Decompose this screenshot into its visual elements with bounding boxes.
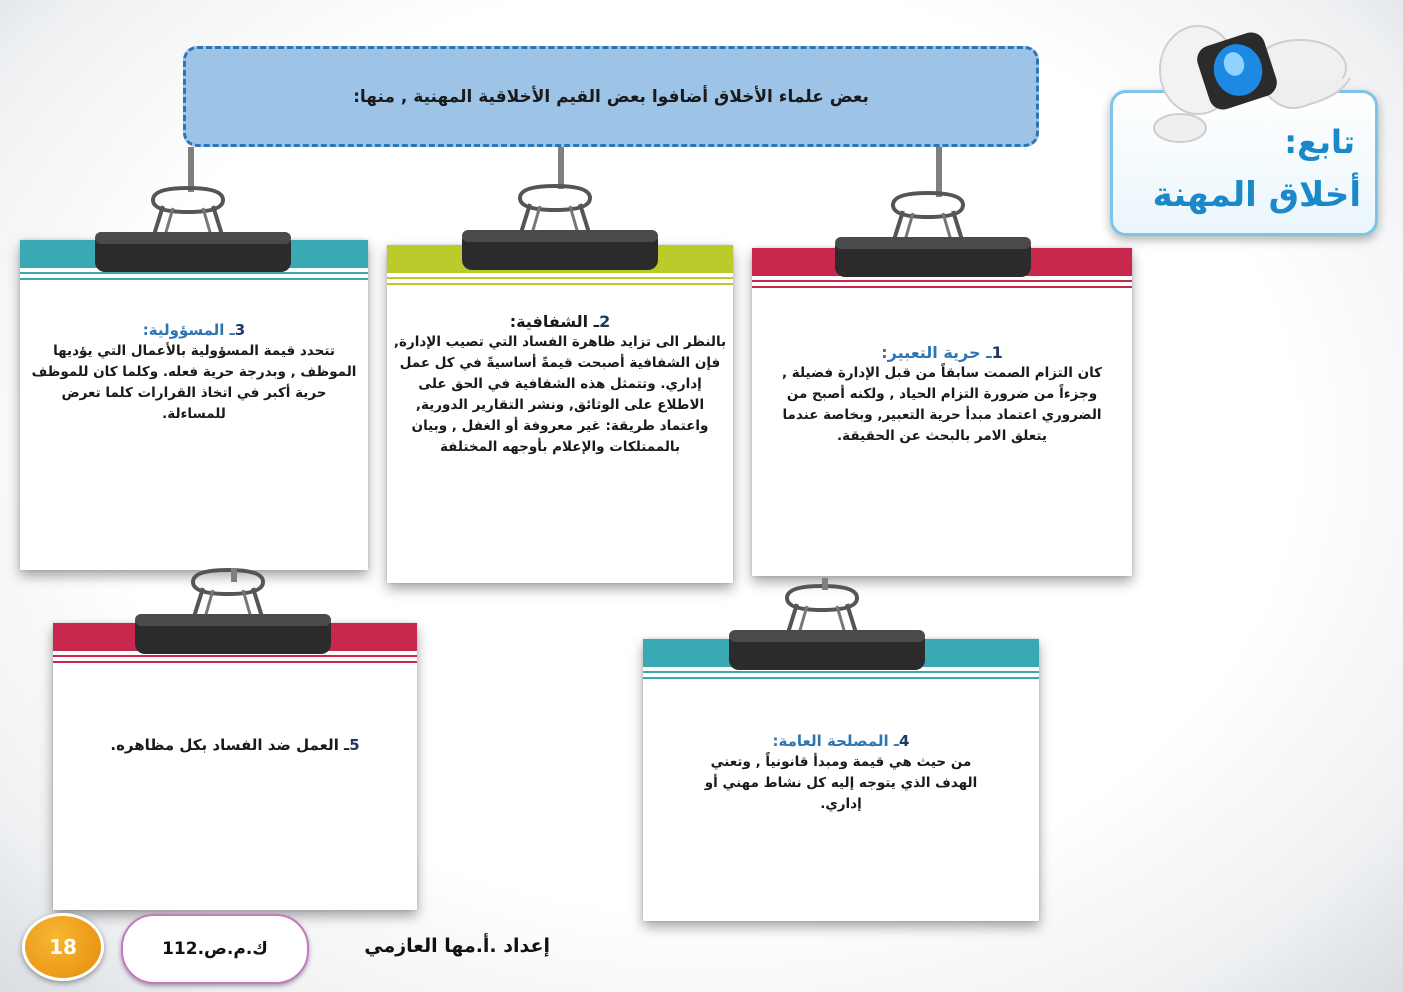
card-title-text: ـ المسؤولية: xyxy=(142,321,235,339)
card-public-interest xyxy=(643,639,1039,921)
card-title-text: ـ العمل ضد الفساد بكل مظاهره. xyxy=(110,736,350,754)
badge-title-line2: أخلاق المهنة xyxy=(1152,175,1361,215)
reference-text: ك.م.ص.112 xyxy=(162,939,268,959)
card-responsibility xyxy=(20,240,368,570)
card-number: 4 xyxy=(899,732,910,750)
card-body xyxy=(63,735,407,756)
card-text: من حيث هي قيمة ومبدأ قانونياً , وتعني الهدف الذي يتوجه إليه كل نشاط مهني أو إداري. xyxy=(704,754,978,812)
card-line xyxy=(752,286,1132,288)
card-body xyxy=(762,342,1122,447)
card-text: تتحدد قيمة المسؤولية بالأعمال التي يؤديها الموظف , وبدرجة حرية فعله. وكلما كان للموظف حرية أكبر في اتخاذ القرارات كلما تعرض للمساءلة. xyxy=(31,343,357,422)
connector-bottom-left xyxy=(231,568,237,582)
card-number: 3 xyxy=(234,321,246,339)
reference-pill xyxy=(121,914,309,984)
connector-bottom-right xyxy=(822,578,828,590)
card-text: كان التزام الصمت سابقاً من قبل الإدارة فضيلة , وجزءاً من ضرورة التزام الحياد , ولكنه أصبح من الضروري اعتماد مبدأ حرية التعبير, وبخاصة عندما يتعلق الامر بالبحث عن الحقيقة. xyxy=(781,365,1103,444)
card-title xyxy=(762,342,1122,363)
header-box xyxy=(183,46,1039,147)
card-title xyxy=(30,320,358,341)
card-number: 5 xyxy=(349,736,360,754)
binder-clip-icon xyxy=(833,185,1033,285)
card-anti-corruption xyxy=(53,623,417,910)
card-title xyxy=(63,735,407,756)
card-title xyxy=(393,311,727,332)
page-number-badge xyxy=(22,913,104,981)
figure-with-binoculars-icon xyxy=(1140,8,1370,148)
card-freedom-of-expression xyxy=(752,248,1132,576)
card-line xyxy=(387,283,733,285)
card-number: 2 xyxy=(599,312,611,331)
card-title-text: ـ حرية التعبير: xyxy=(881,343,992,362)
page-number: 18 xyxy=(49,935,77,959)
card-body xyxy=(703,731,979,815)
badge-title-line1: تابع: xyxy=(1284,123,1355,161)
card-text: بالنظر الى تزايد ظاهرة الفساد التي تصيب الإدارة, فإن الشفافية أصبحت قيمةً أساسيةً في كل عمل إداري. وتتمثل هذه الشفافية في الحق على الاطلاع على الوثائق, ونشر التقارير الدورية, واعتماد طريقة: غير معروفة أو الغفل , وبيان بالممتلكات والإعلام بأوجهه المختلفة xyxy=(393,334,727,455)
binder-clip-icon xyxy=(460,178,660,278)
card-number: 1 xyxy=(991,343,1003,362)
card-transparency xyxy=(387,245,733,583)
header-text: بعض علماء الأخلاق أضافوا بعض القيم الأخلاقية المهنية , منها: xyxy=(353,86,869,107)
binder-clip-icon xyxy=(93,180,293,280)
binder-clip-icon xyxy=(727,578,927,678)
card-title-text: ـ الشفافية: xyxy=(509,312,600,331)
card-body xyxy=(393,311,727,458)
card-body xyxy=(30,320,358,425)
author-credit: إعداد .أ.مها العازمي xyxy=(364,935,550,957)
card-title-text: ـ المصلحة العامة: xyxy=(772,732,900,750)
card-title xyxy=(703,731,979,752)
